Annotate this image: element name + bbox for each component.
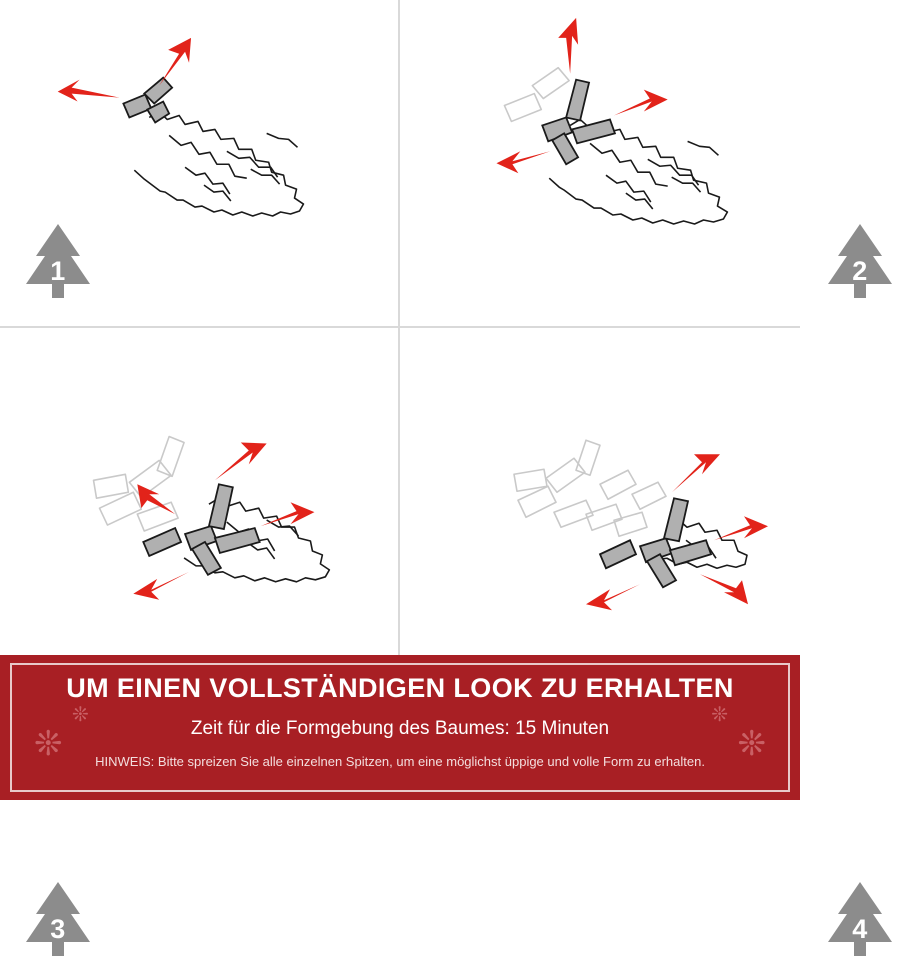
bottom-banner	[0, 655, 800, 800]
step-3-illustration	[0, 328, 398, 656]
snowflake-icon: ❊	[34, 725, 63, 763]
step-badge-3	[18, 880, 98, 958]
step-panel-2	[400, 0, 868, 328]
step-number: 4	[852, 913, 868, 944]
snowflake-icon: ❊	[72, 704, 89, 726]
step-panel-1	[0, 0, 400, 328]
step-number: 1	[50, 256, 66, 286]
step-badge-4	[820, 880, 900, 958]
step-number: 3	[50, 913, 66, 944]
banner-subtitle: Zeit für die Formgebung des Baumes: 15 Minuten	[190, 718, 610, 739]
step-2-illustration	[400, 0, 800, 326]
banner-note: HINWEIS: Bitte spreizen Sie alle einzelnen Spitzen, um eine möglichst üppige und volle Form zu erhalten.	[95, 754, 705, 769]
step-badge-1	[18, 222, 98, 300]
snowflake-icon: ❊	[737, 725, 766, 763]
step-number: 2	[852, 256, 868, 286]
step-4-illustration	[400, 328, 800, 656]
step-badge-2	[820, 222, 900, 300]
banner-title: UM EINEN VOLLSTÄNDIGEN LOOK ZU ERHALTEN	[66, 673, 734, 703]
snowflake-icon: ❊	[711, 704, 728, 726]
